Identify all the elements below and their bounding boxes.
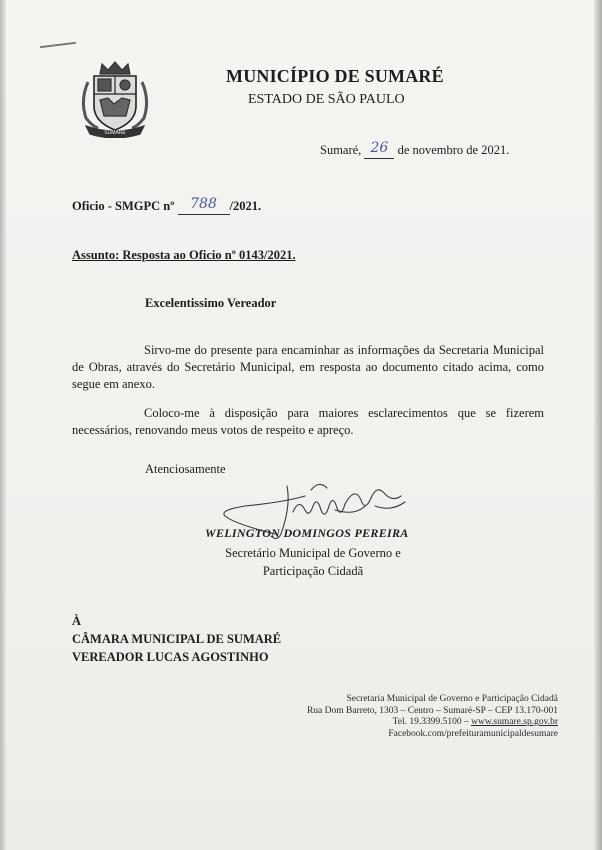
body-paragraph [72,342,544,393]
subject-line: Assunto: Resposta ao Oficio nº 0143/2021. [72,248,296,262]
body-paragraph-text: Sirvo-me do presente para encaminhar as informações da Secretaria Municipal de Obras, através do Secretário Municipal, em resposta ao documento citado acima, como segue em anexo. [72,343,544,391]
footer-website-link[interactable]: www.sumare.sp.gov.br [471,717,558,727]
seal-ribbon-text: SUMARÉ [104,130,126,136]
oficio-prefix: Oficio - SMGPC nº [72,199,175,213]
page-subtitle: ESTADO DE SÃO PAULO [248,92,405,107]
dateline-suffix: de novembro de 2021. [397,143,510,157]
recipient-line1: CÂMARA MUNICIPAL DE SUMARÉ [72,632,282,646]
signatory-role-line2: Participação Cidadã [262,564,364,578]
body-paragraph [72,405,544,439]
dateline [320,142,509,159]
signatory-name: WELINGTON DOMINGOS PEREIRA [205,526,409,540]
oficio-number-line [72,198,261,215]
signatory-role [208,544,418,580]
recipient-block [72,612,281,666]
footer-department: Secretaria Municipal de Governo e Participação Cidadã [346,694,558,704]
signatory-role-line1: Secretário Municipal de Governo e [225,546,401,560]
footer-contact [307,694,558,740]
oficio-number-handwritten: 788 [190,196,217,212]
recipient-line2: VEREADOR LUCAS AGOSTINHO [72,650,269,664]
oficio-suffix: /2021. [229,199,262,213]
paper-edge-right [594,0,602,850]
dateline-prefix: Sumaré, [320,143,362,157]
salutation: Excelentissimo Vereador [145,296,277,310]
date-day-handwritten: 26 [370,140,389,156]
municipal-coat-of-arms-icon [78,60,152,138]
oficio-number-field [178,198,230,215]
pencil-mark [40,42,76,48]
body-paragraph-text: Coloco-me à disposição para maiores esclarecimentos que se fizerem necessários, renovando meus votos de respeito e apreço. [72,406,544,437]
closing: Atenciosamente [145,462,226,476]
date-day-field [364,142,394,159]
recipient-prefix: À [72,614,82,628]
paper-edge-left [0,0,6,850]
page-title: MUNICÍPIO DE SUMARÉ [226,66,444,86]
footer-facebook[interactable]: Facebook.com/prefeituramunicipaldesumare [388,728,558,739]
footer-address: Rua Dom Barreto, 1303 – Centro – Sumaré-SP – CEP 13.170-001 [306,705,558,716]
footer-phone-line [307,717,558,729]
footer-phone: Tel. 19.3399.5100 – [392,717,469,727]
